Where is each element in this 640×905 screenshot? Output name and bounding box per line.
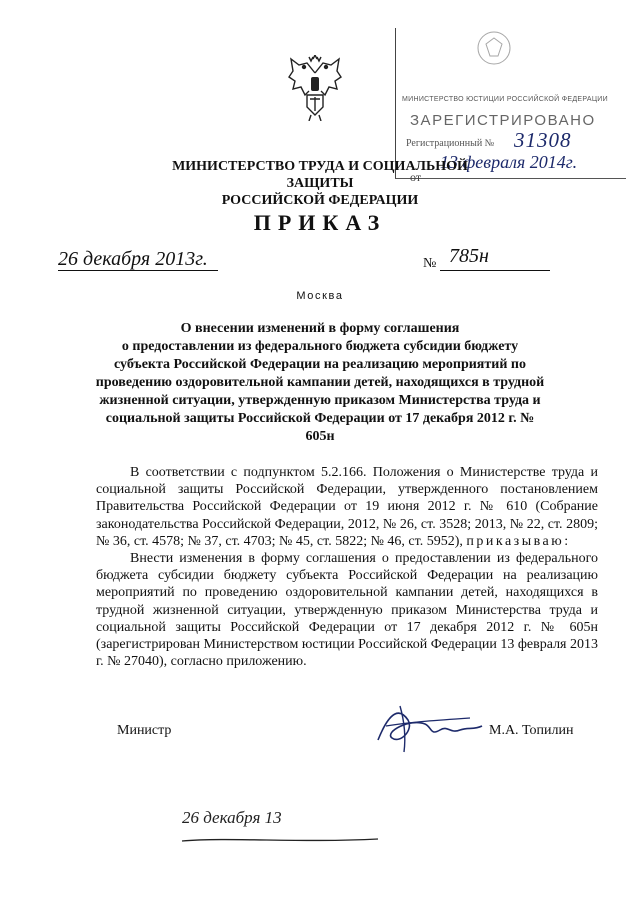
stamp-status: ЗАРЕГИСТРИРОВАНО — [410, 112, 596, 129]
stamp-date: 13 февраля 2014г. — [440, 152, 578, 172]
stamp-reg-number: 31308 — [514, 128, 572, 152]
order-number: 785н — [449, 245, 489, 267]
title-line: о предоставлении из федерального бюджета субсидии бюджету — [121, 339, 519, 354]
ministry-name — [140, 158, 500, 209]
title-line: проведению оздоровительной кампании детей, находящихся в трудной — [95, 375, 545, 390]
city: Москва — [296, 290, 344, 302]
order-word: приказываю: — [466, 533, 571, 549]
stamp-organization: МИНИСТЕРСТВО ЮСТИЦИИ РОССИЙСКОЙ ФЕДЕРАЦИИ — [402, 96, 608, 103]
number-underline — [440, 270, 550, 271]
stamp-seal-emblem — [476, 30, 512, 68]
registration-stamp — [395, 28, 626, 184]
document-body — [96, 464, 598, 670]
ministry-line-2: РОССИЙСКОЙ ФЕДЕРАЦИИ — [221, 193, 419, 208]
title-line: жизненной ситуации, утвержденную приказом Министерства труда и — [99, 393, 541, 408]
coat-of-arms-emblem — [285, 55, 345, 121]
handwritten-footer-date: 26 декабря 13 — [182, 808, 282, 827]
handwritten-underline — [180, 835, 380, 845]
ministry-line-1: МИНИСТЕРСТВО ТРУДА И СОЦИАЛЬНОЙ ЗАЩИТЫ — [172, 159, 468, 191]
order-date: 26 декабря 2013г. — [58, 248, 208, 270]
title-line: субъекта Российской Федерации на реализацию мероприятий по — [114, 357, 526, 372]
document-title — [95, 320, 545, 446]
body-paragraph-1-text: В соответствии с подпунктом 5.2.166. Положения о Министерстве труда и социальной защиты Российской Федерации, утвержденного постановлением Правительства Российской Федерации от 19 июня 2012 г. № 610 (Собрание законодательства Российской Федерации, 2012, № 26, ст. 3528; 2013, № 22, ст. 2809; № 36, ст. 4578; № 37, ст. 4703; № 45, ст. 5822; № 46, ст. 5952), — [96, 465, 598, 549]
order-number-label: № — [423, 256, 437, 271]
signatory-position: Министр — [117, 723, 172, 738]
document-type: ПРИКАЗ — [253, 210, 387, 235]
stamp-date-prefix: от — [410, 170, 422, 184]
title-line: О внесении изменений в форму соглашения — [180, 321, 460, 336]
body-paragraph-2: Внести изменения в форму соглашения о предоставлении из федерального бюджета субсидии бюджету субъекта Российской Федерации на реализацию мероприятий по проведению оздоровительной кампании детей, находящихся в трудной жизненной ситуации, утвержденную приказом Министерства труда и социальной защиты Российской Федерации от 17 декабря 2012 г. № 605н (зарегистрирован Министерством юстиции Российской Федерации 13 февраля 2013 г. № 27040), согласно приложению. — [96, 551, 598, 670]
title-line: социальной защиты Российской Федерации от 17 декабря 2012 г. № 605н — [105, 411, 535, 444]
handwritten-signature — [370, 700, 485, 755]
signatory-name: М.А. Топилин — [489, 723, 574, 738]
body-paragraph-1 — [96, 464, 598, 550]
date-underline — [58, 270, 218, 271]
stamp-reg-label: Регистрационный № — [406, 138, 495, 149]
